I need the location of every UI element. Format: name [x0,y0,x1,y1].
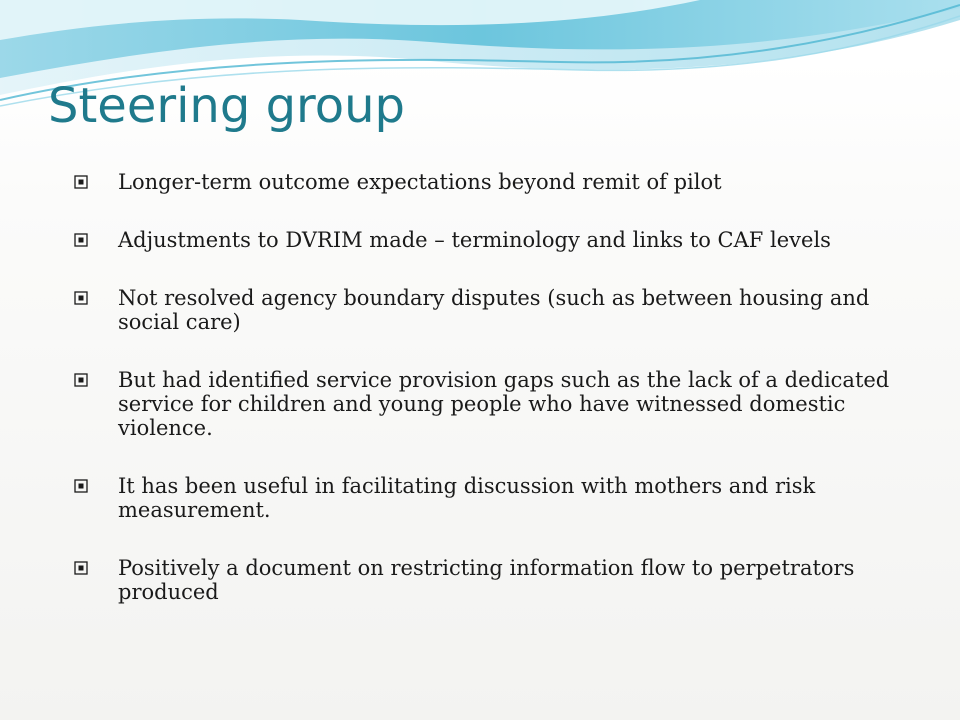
bullet-item [74,170,904,194]
bullet-text: But had identified service provision gaps such as the lack of a dedicated service for children and young people who have witnessed domestic violence. [118,368,890,440]
boxed-dot-icon [74,291,88,305]
bullet-list [74,170,904,638]
bullet-text: Longer-term outcome expectations beyond remit of pilot [118,170,722,194]
bullet-item [74,474,904,522]
boxed-dot-icon [74,479,88,493]
bullet-text: Adjustments to DVRIM made – terminology and links to CAF levels [118,228,831,252]
boxed-dot-icon [74,233,88,247]
boxed-dot-icon [74,175,88,189]
boxed-dot-icon [74,373,88,387]
bullet-item [74,286,904,334]
slide-title: Steering group [48,78,405,134]
bullet-text: Not resolved agency boundary disputes (such as between housing and social care) [118,286,870,334]
bullet-text: It has been useful in facilitating discussion with mothers and risk measurement. [118,474,816,522]
bullet-item [74,368,904,440]
bullet-text: Positively a document on restricting information flow to perpetrators produced [118,556,855,604]
boxed-dot-icon [74,561,88,575]
bullet-item [74,556,904,604]
bullet-item [74,228,904,252]
